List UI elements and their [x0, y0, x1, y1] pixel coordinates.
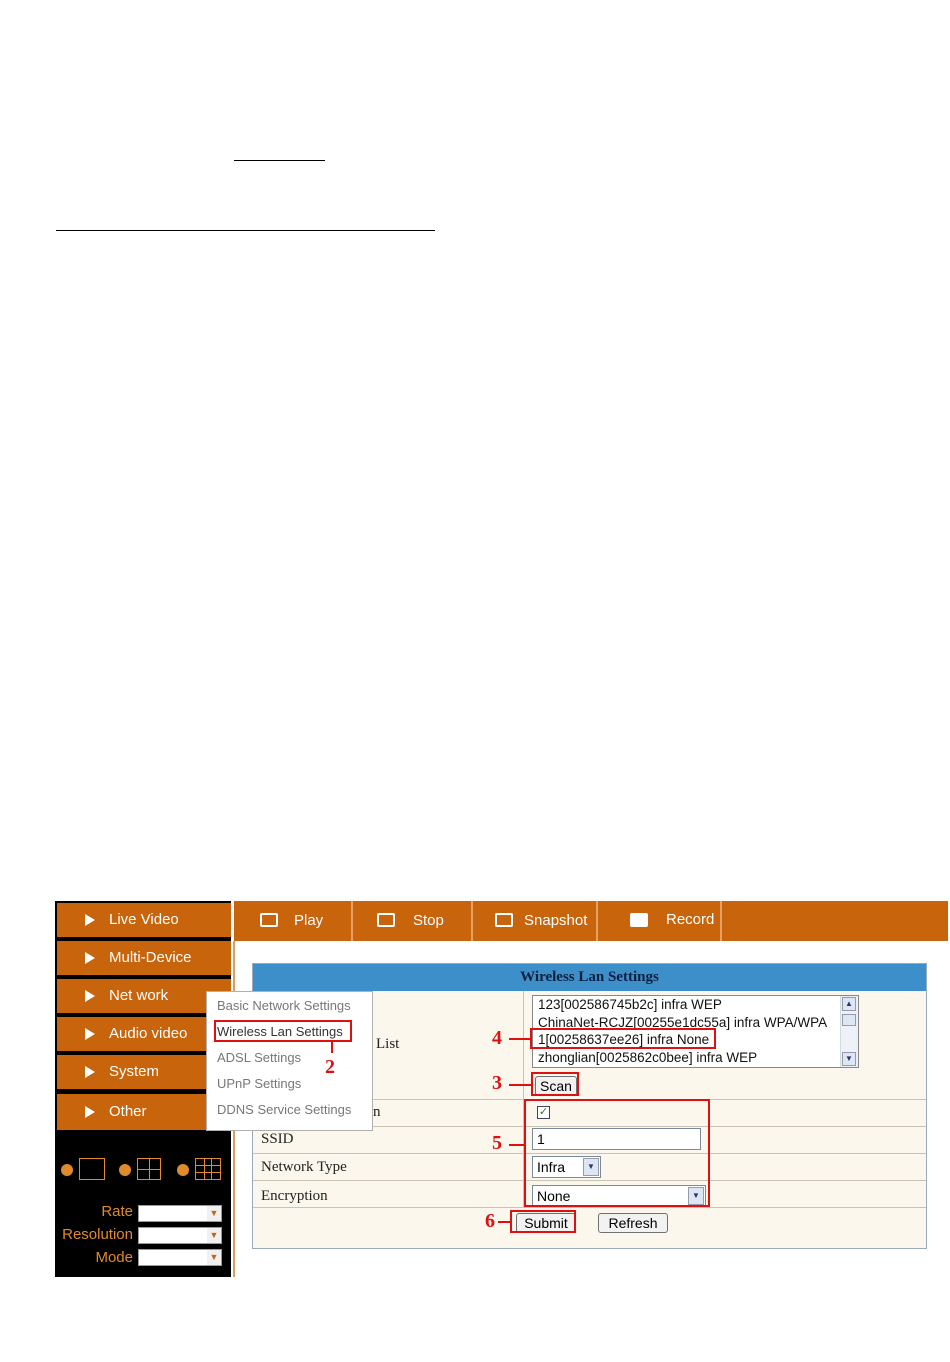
chevron-down-icon: ▼	[207, 1206, 221, 1221]
row-divider	[253, 1207, 926, 1208]
rate-select[interactable]	[138, 1205, 222, 1222]
camera-icon	[495, 913, 513, 927]
chevron-down-icon: ▼	[207, 1228, 221, 1243]
layout-quad-button[interactable]	[119, 1158, 165, 1180]
wireless-enable-checkbox[interactable]: ✓	[538, 1106, 549, 1118]
list-item[interactable]: 123[002586745b2c] infra WEP	[538, 997, 722, 1012]
sidebar-item-other[interactable]	[57, 1094, 231, 1130]
play-icon	[260, 913, 278, 927]
sidebar-item-label: Other	[109, 1103, 147, 1120]
play-triangle-icon	[85, 1066, 95, 1078]
menu-item-upnp[interactable]: UPnP Settings	[217, 1076, 302, 1091]
stop-icon	[377, 913, 395, 927]
toolbar-divider	[720, 901, 722, 941]
annotation-leader-3	[509, 1084, 531, 1086]
snapshot-button-label: Snapshot	[524, 912, 588, 929]
record-button[interactable]	[598, 901, 720, 941]
play-button-label: Play	[294, 912, 324, 929]
sidebar-item-label: Net work	[109, 987, 169, 1004]
radio-dot-icon	[119, 1164, 131, 1176]
play-triangle-icon	[85, 914, 95, 926]
radio-dot-icon	[177, 1164, 189, 1176]
sidebar-item-label: Audio video	[109, 1025, 188, 1042]
submit-button[interactable]: Submit	[516, 1213, 576, 1233]
video-camera-icon	[630, 913, 648, 927]
chevron-down-icon: ▼	[207, 1250, 221, 1265]
scan-button[interactable]: Scan	[535, 1076, 577, 1096]
play-triangle-icon	[85, 1028, 95, 1040]
annotation-leader-2	[331, 1042, 333, 1053]
annotation-box-ap-entry	[530, 1028, 716, 1049]
play-triangle-icon	[85, 990, 95, 1002]
sidebar-item-audio-video[interactable]	[57, 1017, 231, 1051]
sidebar-item-live-video[interactable]	[57, 903, 231, 937]
mode-select[interactable]	[138, 1249, 222, 1266]
annotation-number-5: 5	[492, 1132, 502, 1154]
layout-nine-button[interactable]	[177, 1158, 223, 1180]
encryption-value: None	[537, 1188, 571, 1204]
stop-button-label: Stop	[413, 912, 444, 929]
resolution-label: Resolution	[62, 1226, 133, 1243]
mode-label: Mode	[95, 1249, 133, 1266]
encryption-label: Encryption	[261, 1188, 328, 1204]
ssid-label: SSID	[261, 1131, 294, 1147]
rate-label: Rate	[101, 1203, 133, 1220]
sidebar	[55, 901, 231, 1277]
document-underline-long	[56, 230, 435, 231]
camera-web-ui-screenshot	[55, 901, 945, 1277]
nine-view-icon	[195, 1158, 221, 1180]
play-triangle-icon	[85, 952, 95, 964]
annotation-number-3: 3	[492, 1072, 502, 1094]
menu-item-adsl[interactable]: ADSL Settings	[217, 1050, 302, 1065]
snapshot-button[interactable]	[473, 901, 596, 941]
sidebar-item-multi-device[interactable]	[57, 941, 231, 975]
single-view-icon	[79, 1158, 105, 1180]
scroll-down-icon[interactable]: ▼	[842, 1052, 856, 1066]
resolution-select[interactable]	[138, 1227, 222, 1244]
network-type-label: Network Type	[261, 1159, 347, 1175]
ap-list-scrollbar[interactable]	[840, 996, 858, 1067]
annotation-number-2: 2	[325, 1056, 335, 1078]
chevron-down-icon: ▼	[583, 1158, 599, 1176]
radio-dot-icon	[61, 1164, 73, 1176]
annotation-leader-4	[509, 1038, 530, 1040]
annotation-box-submit	[510, 1210, 576, 1233]
ssid-input[interactable]: 1	[532, 1128, 701, 1150]
stop-button[interactable]	[353, 901, 471, 941]
menu-item-wireless-lan[interactable]: Wireless Lan Settings	[217, 1024, 343, 1039]
network-submenu	[206, 991, 373, 1131]
network-type-value: Infra	[537, 1159, 566, 1175]
panel-title: Wireless Lan Settings	[253, 964, 926, 991]
annotation-box-fields	[524, 1099, 710, 1207]
scroll-up-icon[interactable]: ▲	[842, 997, 856, 1011]
toolbar	[231, 901, 948, 941]
sidebar-item-label: Live Video	[109, 911, 179, 928]
document-underline-short	[234, 160, 325, 161]
annotation-box-wireless-menu	[214, 1020, 352, 1042]
play-triangle-icon	[85, 1106, 95, 1118]
refresh-button[interactable]: Refresh	[598, 1213, 668, 1233]
menu-item-basic-network[interactable]: Basic Network Settings	[217, 998, 351, 1013]
annotation-leader-6	[498, 1221, 510, 1223]
annotation-number-4: 4	[492, 1027, 502, 1049]
sidebar-item-network[interactable]	[57, 979, 231, 1013]
play-button[interactable]	[234, 901, 351, 941]
using-label: n	[373, 1104, 381, 1120]
quad-view-icon	[137, 1158, 161, 1180]
list-item[interactable]: zhonglian[0025862c0bee] infra WEP	[538, 1050, 758, 1065]
ap-list-label: List	[376, 1036, 400, 1052]
list-item[interactable]: 1[00258637ee26] infra None	[538, 1032, 710, 1047]
sidebar-item-label: Multi-Device	[109, 949, 192, 966]
list-item[interactable]: ChinaNet-RCJZ[00255e1dc55a] infra WPA/WPA	[538, 1015, 828, 1030]
scroll-thumb[interactable]	[842, 1014, 856, 1026]
layout-single-button[interactable]	[61, 1158, 107, 1180]
sidebar-item-system[interactable]	[57, 1055, 231, 1089]
menu-item-ddns[interactable]: DDNS Service Settings	[217, 1102, 352, 1117]
annotation-number-6: 6	[485, 1210, 495, 1232]
annotation-leader-5	[509, 1144, 524, 1146]
annotation-box-scan	[531, 1072, 579, 1096]
record-button-label: Record	[666, 911, 715, 928]
sidebar-item-label: System	[109, 1063, 160, 1080]
chevron-down-icon: ▼	[688, 1187, 704, 1205]
